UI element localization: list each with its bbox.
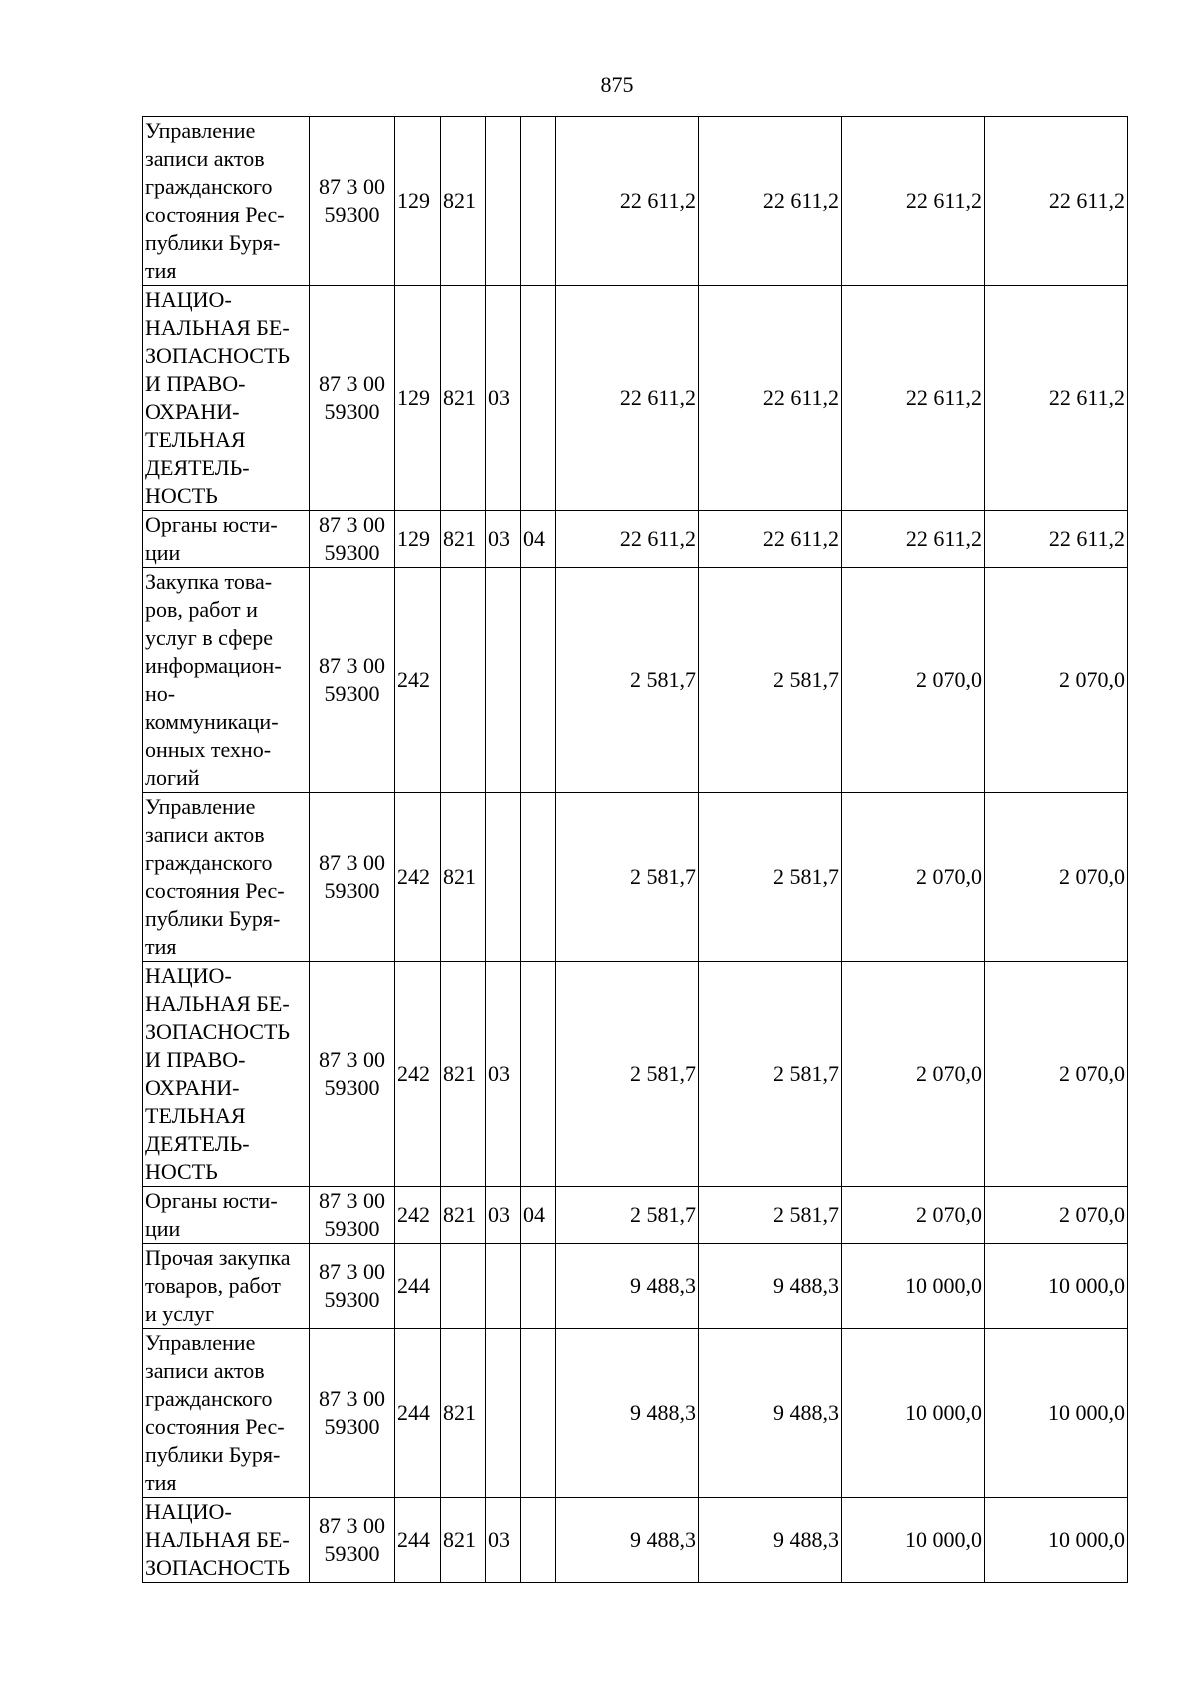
row-amount-2: 2 581,7 (699, 568, 842, 793)
row-name-line: публики Буря- (145, 1442, 281, 1467)
row-name (143, 1498, 310, 1583)
row-name-line: состояния Рес- (145, 1414, 285, 1439)
row-section (486, 1329, 521, 1498)
row-amount-2: 9 488,3 (699, 1244, 842, 1329)
row-name-line: записи актов (145, 822, 265, 847)
row-name-line: гражданского (145, 174, 273, 199)
row-name-line: товаров, работ (145, 1273, 281, 1298)
row-target-article-line: 87 3 00 (319, 1386, 385, 1411)
row-name (143, 1329, 310, 1498)
row-amount-2: 2 581,7 (699, 1187, 842, 1244)
row-name-line: онных техно- (145, 737, 272, 762)
row-name-line: состояния Рес- (145, 202, 285, 227)
row-target-article-line: 59300 (324, 1541, 380, 1566)
row-amount-2: 22 611,2 (699, 511, 842, 568)
row-amount-3: 2 070,0 (842, 962, 985, 1187)
row-name-line: ции (145, 540, 181, 565)
row-name-line: ТЕЛЬНАЯ (145, 1103, 246, 1128)
row-name-line: Управление (145, 118, 256, 143)
row-name-line: НАЛЬНАЯ БЕ- (145, 315, 290, 340)
row-name-line: тия (145, 934, 177, 959)
row-target-article-line: 59300 (324, 1287, 380, 1312)
row-name-line: Органы юсти- (145, 1188, 278, 1213)
row-admin-code: 821 (441, 117, 486, 286)
row-name-line: ТЕЛЬНАЯ (145, 427, 246, 452)
row-name-line: ЗОПАСНОСТЬ (145, 1019, 291, 1044)
row-section (486, 793, 521, 962)
row-subsection (521, 568, 556, 793)
row-name-line: НОСТЬ (145, 483, 218, 508)
row-admin-code: 821 (441, 1498, 486, 1583)
row-amount-4: 22 611,2 (985, 511, 1128, 568)
row-name-line: тия (145, 1470, 177, 1495)
row-amount-3: 2 070,0 (842, 1187, 985, 1244)
row-name-line: но- (145, 681, 176, 706)
row-amount-3: 10 000,0 (842, 1498, 985, 1583)
row-name-line: ДЕЯТЕЛЬ- (145, 1131, 250, 1156)
row-expense-type: 242 (395, 1187, 441, 1244)
row-subsection (521, 1244, 556, 1329)
row-name (143, 1187, 310, 1244)
row-amount-4: 10 000,0 (985, 1329, 1128, 1498)
row-name-line: Прочая закупка (145, 1245, 291, 1270)
row-section: 03 (486, 286, 521, 511)
table-row (143, 511, 1128, 568)
row-admin-code: 821 (441, 1329, 486, 1498)
row-name-line: гражданского (145, 1386, 273, 1411)
row-target-article-line: 87 3 00 (319, 371, 385, 396)
row-admin-code: 821 (441, 286, 486, 511)
table-row (143, 1498, 1128, 1583)
row-name-line: ЗОПАСНОСТЬ (145, 1555, 291, 1580)
row-name (143, 1244, 310, 1329)
row-target-article (310, 1498, 395, 1583)
row-expense-type: 242 (395, 793, 441, 962)
row-target-article (310, 117, 395, 286)
row-section (486, 117, 521, 286)
row-name-line: публики Буря- (145, 906, 281, 931)
row-name-line: и услуг (145, 1301, 215, 1326)
table-row (143, 568, 1128, 793)
row-target-article-line: 59300 (324, 1216, 380, 1241)
row-target-article-line: 59300 (324, 399, 380, 424)
row-section (486, 1244, 521, 1329)
row-amount-1: 2 581,7 (556, 962, 699, 1187)
row-target-article (310, 568, 395, 793)
table-row (143, 117, 1128, 286)
row-amount-1: 22 611,2 (556, 117, 699, 286)
row-target-article-line: 87 3 00 (319, 174, 385, 199)
row-admin-code: 821 (441, 793, 486, 962)
row-name-line: НАЛЬНАЯ БЕ- (145, 991, 290, 1016)
row-expense-type: 129 (395, 511, 441, 568)
budget-table (142, 116, 1128, 1583)
row-target-article-line: 59300 (324, 202, 380, 227)
row-name-line: НАЦИО- (145, 963, 232, 988)
row-section: 03 (486, 962, 521, 1187)
row-name (143, 286, 310, 511)
row-amount-4: 2 070,0 (985, 793, 1128, 962)
row-subsection: 04 (521, 511, 556, 568)
row-amount-1: 22 611,2 (556, 286, 699, 511)
row-name (143, 793, 310, 962)
row-amount-2: 2 581,7 (699, 793, 842, 962)
table-row (143, 793, 1128, 962)
row-expense-type: 129 (395, 117, 441, 286)
row-name-line: информацион- (145, 653, 282, 678)
row-target-article-line: 59300 (324, 1075, 380, 1100)
row-name-line: НАЦИО- (145, 287, 232, 312)
row-amount-3: 22 611,2 (842, 117, 985, 286)
row-section (486, 568, 521, 793)
row-target-article (310, 1329, 395, 1498)
row-name-line: Управление (145, 794, 256, 819)
row-name-line: ОХРАНИ- (145, 1075, 240, 1100)
table-row (143, 1244, 1128, 1329)
row-name-line: коммуникаци- (145, 709, 279, 734)
row-target-article-line: 59300 (324, 878, 380, 903)
row-subsection (521, 962, 556, 1187)
row-target-article-line: 87 3 00 (319, 1513, 385, 1538)
row-subsection (521, 286, 556, 511)
row-admin-code (441, 568, 486, 793)
row-name-line: логий (145, 765, 200, 790)
row-expense-type: 242 (395, 568, 441, 793)
row-section: 03 (486, 1498, 521, 1583)
row-name-line: И ПРАВО- (145, 371, 246, 396)
row-name (143, 511, 310, 568)
row-amount-3: 2 070,0 (842, 568, 985, 793)
row-name-line: ЗОПАСНОСТЬ (145, 343, 291, 368)
row-amount-2: 2 581,7 (699, 962, 842, 1187)
row-target-article-line: 87 3 00 (319, 1047, 385, 1072)
row-amount-4: 10 000,0 (985, 1498, 1128, 1583)
row-name (143, 962, 310, 1187)
row-admin-code: 821 (441, 511, 486, 568)
row-amount-2: 22 611,2 (699, 117, 842, 286)
row-target-article-line: 87 3 00 (319, 512, 385, 537)
row-admin-code (441, 1244, 486, 1329)
row-subsection (521, 117, 556, 286)
row-name-line: НАЛЬНАЯ БЕ- (145, 1527, 290, 1552)
row-name-line: НАЦИО- (145, 1499, 232, 1524)
row-amount-1: 9 488,3 (556, 1498, 699, 1583)
row-amount-4: 2 070,0 (985, 962, 1128, 1187)
row-target-article-line: 59300 (324, 540, 380, 565)
row-expense-type: 242 (395, 962, 441, 1187)
table-row (143, 1329, 1128, 1498)
row-name-line: Органы юсти- (145, 512, 278, 537)
row-section: 03 (486, 1187, 521, 1244)
row-target-article-line: 87 3 00 (319, 653, 385, 678)
row-name-line: записи актов (145, 1358, 265, 1383)
row-section: 03 (486, 511, 521, 568)
row-admin-code: 821 (441, 962, 486, 1187)
row-amount-3: 22 611,2 (842, 511, 985, 568)
row-target-article (310, 1244, 395, 1329)
row-target-article (310, 1187, 395, 1244)
row-name-line: записи актов (145, 146, 265, 171)
row-name-line: И ПРАВО- (145, 1047, 246, 1072)
row-amount-1: 9 488,3 (556, 1329, 699, 1498)
row-amount-1: 2 581,7 (556, 793, 699, 962)
row-expense-type: 244 (395, 1244, 441, 1329)
row-name-line: ОХРАНИ- (145, 399, 240, 424)
row-amount-1: 22 611,2 (556, 511, 699, 568)
row-target-article (310, 286, 395, 511)
row-amount-2: 9 488,3 (699, 1498, 842, 1583)
row-subsection (521, 793, 556, 962)
row-expense-type: 244 (395, 1329, 441, 1498)
row-name-line: тия (145, 258, 177, 283)
row-amount-3: 22 611,2 (842, 286, 985, 511)
row-subsection: 04 (521, 1187, 556, 1244)
row-target-article (310, 962, 395, 1187)
row-amount-2: 22 611,2 (699, 286, 842, 511)
row-name (143, 568, 310, 793)
page-number: 875 (600, 72, 634, 97)
row-expense-type: 244 (395, 1498, 441, 1583)
table-row (143, 286, 1128, 511)
row-name (143, 117, 310, 286)
row-name-line: Закупка това- (145, 569, 273, 594)
row-name-line: публики Буря- (145, 230, 281, 255)
row-amount-3: 10 000,0 (842, 1329, 985, 1498)
row-target-article-line: 87 3 00 (319, 850, 385, 875)
row-amount-1: 2 581,7 (556, 1187, 699, 1244)
row-target-article-line: 87 3 00 (319, 1259, 385, 1284)
row-target-article (310, 793, 395, 962)
row-name-line: ции (145, 1216, 181, 1241)
row-subsection (521, 1498, 556, 1583)
row-target-article-line: 59300 (324, 1414, 380, 1439)
row-amount-4: 2 070,0 (985, 1187, 1128, 1244)
table-row (143, 962, 1128, 1187)
row-amount-3: 2 070,0 (842, 793, 985, 962)
row-admin-code: 821 (441, 1187, 486, 1244)
table-body (143, 117, 1128, 1583)
row-name-line: НОСТЬ (145, 1159, 218, 1184)
row-name-line: Управление (145, 1330, 256, 1355)
row-subsection (521, 1329, 556, 1498)
row-amount-4: 22 611,2 (985, 286, 1128, 511)
row-name-line: услуг в сфере (145, 625, 273, 650)
row-target-article-line: 59300 (324, 681, 380, 706)
row-amount-4: 2 070,0 (985, 568, 1128, 793)
row-target-article-line: 87 3 00 (319, 1188, 385, 1213)
row-expense-type: 129 (395, 286, 441, 511)
row-name-line: состояния Рес- (145, 878, 285, 903)
row-amount-4: 22 611,2 (985, 117, 1128, 286)
row-name-line: ров, работ и (145, 597, 258, 622)
row-amount-1: 2 581,7 (556, 568, 699, 793)
table-row (143, 1187, 1128, 1244)
row-name-line: гражданского (145, 850, 273, 875)
row-amount-2: 9 488,3 (699, 1329, 842, 1498)
row-target-article (310, 511, 395, 568)
row-amount-1: 9 488,3 (556, 1244, 699, 1329)
row-amount-4: 10 000,0 (985, 1244, 1128, 1329)
row-amount-3: 10 000,0 (842, 1244, 985, 1329)
row-name-line: ДЕЯТЕЛЬ- (145, 455, 250, 480)
